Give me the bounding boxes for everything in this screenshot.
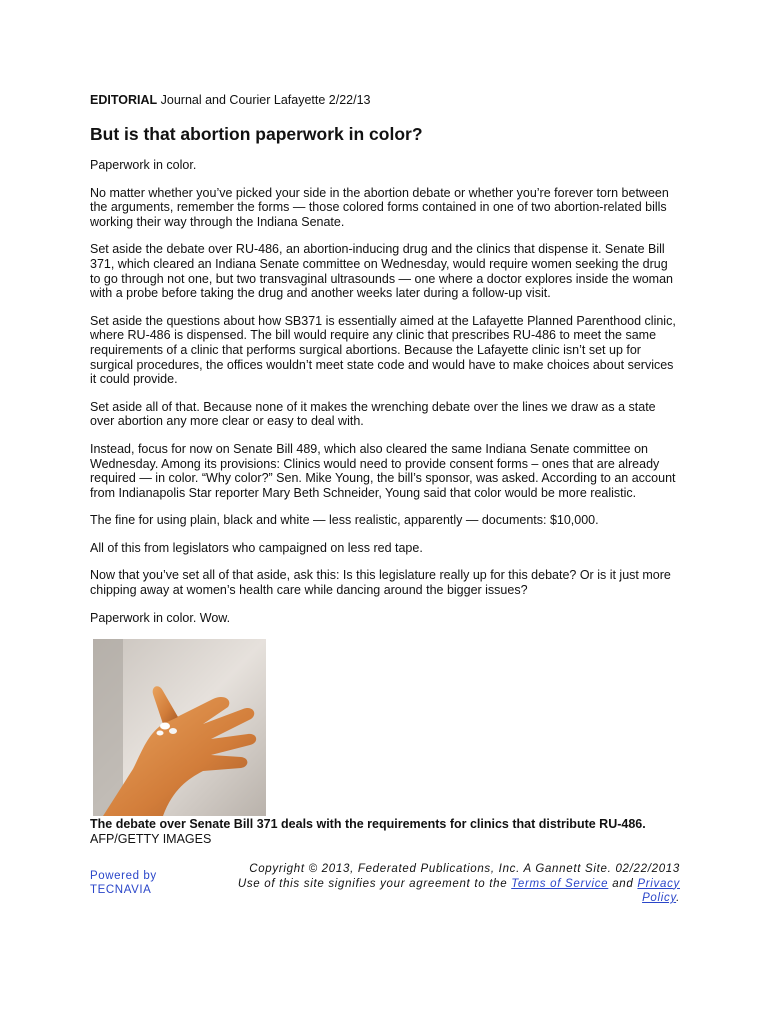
usage-line [230, 877, 680, 906]
article-photo [93, 639, 266, 816]
footer-copyright [230, 862, 680, 906]
photo-caption [90, 817, 646, 846]
header-line [90, 93, 371, 107]
copyright-line: Copyright © 2013, Federated Publications, Inc. A Gannett Site. 02/22/2013 [249, 863, 680, 875]
paragraph: Now that you’ve set all of that aside, ask this: Is this legislature really up for this debate? Or is it just more chipping away at women’s health care while dancing around the bigger issues? [90, 568, 671, 598]
paragraph: No matter whether you’ve picked your side in the abortion debate or whether you’re forever torn between the arguments, remember the forms — those colored forms contained in one of two abortion-related bills working their way through the Indiana Senate. [90, 185, 669, 229]
paragraph: Set aside the debate over RU-486, an abortion-inducing drug and the clinics that dispense it. Senate Bill 371, which cleared an Indiana Senate committee on Wednesday, would require women seeking the drug to go through not one, but two transvaginal ultrasounds — one where a doctor explores inside the woman with a probe before taking the drug and another weeks later during a follow-up visit. [90, 242, 673, 301]
paragraph: All of this from legislators who campaigned on less red tape. [90, 540, 423, 555]
powered-by-label: Powered by [90, 870, 157, 882]
usage-prefix: Use of this site signifies your agreement to the [237, 877, 508, 890]
headline: But is that abortion paperwork in color? [90, 124, 423, 144]
paragraph: Set aside the questions about how SB371 is essentially aimed at the Lafayette Planned Parenthood clinic, where RU-486 is dispensed. The bill would require any clinic that prescribes RU-486 to meet the same requirements of a clinic that performs surgical abortions. Because the Lafayette clinic isn’t set up for surgical procedures, the offices wouldn’t meet state code and would have to make choices about services it could provide. [90, 313, 676, 387]
section-label: EDITORIAL [90, 93, 158, 107]
paragraph: Paperwork in color. [90, 158, 197, 172]
photo-credit: AFP/GETTY IMAGES [90, 831, 212, 846]
paragraph: Paperwork in color. Wow. [90, 610, 231, 625]
tecnavia-brand: TECNAVIA [90, 884, 152, 896]
hand-with-pills-image [93, 639, 266, 816]
paragraph: Set aside all of that. Because none of it makes the wrenching debate over the lines we draw as a state over abortion any more clear or easy to deal with. [90, 399, 656, 429]
caption-text: The debate over Senate Bill 371 deals with the requirements for clinics that distribute RU-486. [90, 817, 646, 831]
and-text: and [612, 877, 634, 890]
paragraph: Instead, focus for now on Senate Bill 489, which also cleared the same Indiana Senate committee on Wednesday. Among its provisions: Clinics would need to provide consent forms – ones that are already required — in color. “Why color?” Sen. Mike Young, the bill’s sponsor, was asked. According to an account from Indianapolis Star reporter Mary Beth Schneider, Young said that color would be more realistic. [90, 441, 676, 500]
paragraph: The fine for using plain, black and white — less realistic, apparently — documents: $10,000. [90, 513, 599, 528]
source-dateline: Journal and Courier Lafayette 2/22/13 [160, 93, 371, 107]
article-body [90, 158, 680, 638]
privacy-policy-link[interactable]: Privacy Policy [637, 877, 680, 904]
terms-of-service-link[interactable]: Terms of Service [511, 877, 609, 890]
period: . [676, 892, 680, 904]
powered-by [90, 869, 157, 897]
